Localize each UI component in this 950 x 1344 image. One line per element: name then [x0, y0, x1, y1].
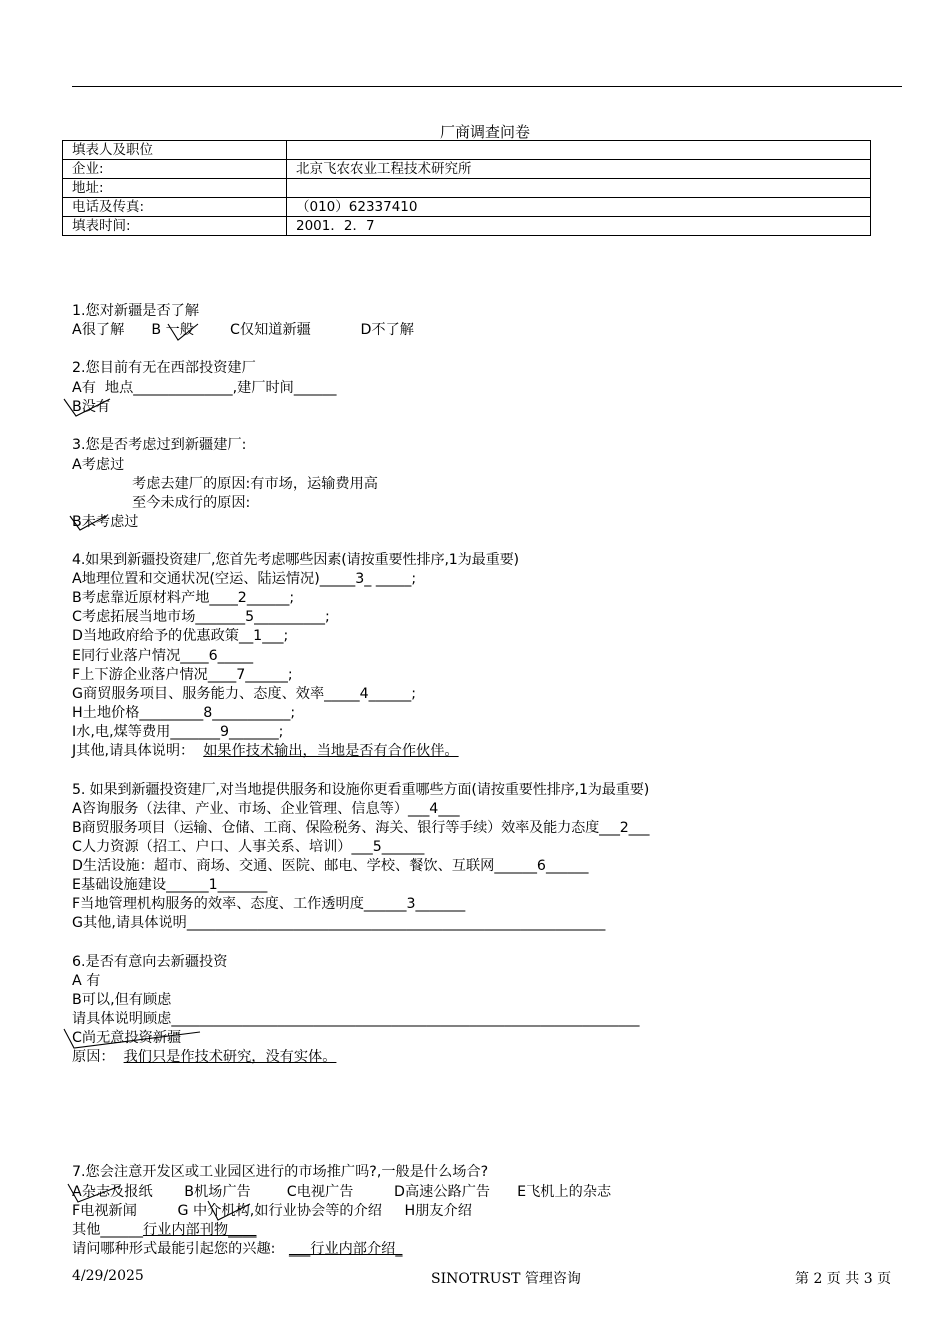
- footer-company: SINOTRUST 管理咨询: [431, 1271, 581, 1287]
- question-4-item: I水,电,煤等费用_______9_______;: [72, 724, 284, 740]
- question-3-reason: 考虑去建厂的原因:有市场，运输费用高: [132, 476, 378, 492]
- table-row: [63, 160, 871, 179]
- question-3-option-b: B未考虑过: [72, 514, 139, 530]
- question-7-interest-answer: ___行业内部介绍_: [288, 1241, 403, 1257]
- info-value: 北京飞农农业工程技术研究所: [287, 160, 871, 179]
- question-6-reason-answer: 我们只是作技术研究，没有实体。: [123, 1049, 337, 1065]
- question-6-reason-label: 原因：: [72, 1049, 124, 1065]
- question-3: 3.您是否考虑过到新疆建厂:: [72, 437, 247, 453]
- page-title: 厂商调查问卷: [439, 123, 530, 141]
- question-4-other-answer: 如果作技术输出，当地是否有合作伙伴。: [203, 743, 459, 759]
- table-row: [63, 217, 871, 236]
- question-5-item: D生活设施：超市、商场、交通、医院、邮电、学校、餐饮、互联网______6______: [72, 858, 589, 874]
- table-row: [63, 179, 871, 198]
- question-7-other-label: 其他______: [72, 1222, 143, 1238]
- question-4-item: G商贸服务项目、服务能力、态度、效率_____4______;: [72, 686, 417, 702]
- question-7-interest-label: 请问哪种形式最能引起您的兴趣:: [72, 1241, 289, 1257]
- info-label: 企业:: [63, 160, 287, 179]
- check-mark-icon: [68, 510, 108, 534]
- check-mark-icon: [62, 1026, 202, 1052]
- header-rule: [72, 86, 902, 87]
- question-4-item: C考虑拓展当地市场_______5__________;: [72, 609, 330, 625]
- question-5-item: B商贸服务项目（运输、仓储、工商、保险税务、海关、银行等手续）效率及能力态度___2___: [72, 820, 650, 836]
- question-5-item: E基础设施建设______1_______: [72, 877, 268, 893]
- question-5-item: G其他,请具体说明___________________________________________________________: [72, 915, 606, 931]
- question-2-option-b: B没有: [72, 399, 111, 415]
- question-7: 7.您会注意开发区或工业园区进行的市场推广吗?,一般是什么场合?: [72, 1164, 489, 1180]
- question-1-options: A很了解 B 一般 C仅知道新疆 D不了解: [72, 322, 414, 338]
- check-mark-icon: [166, 318, 200, 344]
- question-5-item: C人力资源（招工、户口、人事关系、培训）___5______: [72, 839, 425, 855]
- question-6-option-c: C尚无意投资新疆: [72, 1030, 182, 1046]
- question-6: 6.是否有意向去新疆投资: [72, 954, 228, 970]
- question-6-option-b: B可以,但有顾虑: [72, 992, 172, 1008]
- info-label: 填表人及职位: [63, 141, 287, 160]
- question-7-other-answer: 行业内部刊物____: [142, 1222, 257, 1238]
- footer-page-number: 第 2 页 共 3 页: [795, 1271, 892, 1287]
- info-label: 填表时间:: [63, 217, 287, 236]
- table-row: [63, 198, 871, 217]
- question-2: 2.您目前有无在西部投资建厂: [72, 360, 256, 376]
- question-6-explain: 请具体说明顾虑__________________________________________________________________: [72, 1011, 640, 1027]
- question-6-option-a: A 有: [72, 973, 101, 989]
- question-4-item: D当地政府给予的优惠政策__1___;: [72, 628, 289, 644]
- question-5-item: F当地管理机构服务的效率、态度、工作透明度______3_______: [72, 896, 466, 912]
- info-value: 2001．2．7: [287, 217, 871, 236]
- table-row: [63, 141, 871, 160]
- info-label: 电话及传真:: [63, 198, 287, 217]
- info-value: [287, 141, 871, 160]
- question-4-other-label: J其他,请具体说明：: [72, 743, 204, 759]
- question-4-item: F上下游企业落户情况____7______;: [72, 667, 293, 683]
- info-table: [62, 140, 871, 236]
- question-7-options-row2: F电视新闻 G 中介机构,如行业协会等的介绍 H朋友介绍: [72, 1203, 472, 1219]
- question-7-options-row1: A杂志及报纸 B机场广告 C电视广告 D高速公路广告 E飞机上的杂志: [72, 1184, 612, 1200]
- question-4-other: [72, 742, 459, 760]
- footer-date: 4/29/2025: [72, 1268, 144, 1284]
- info-value: （010）62337410: [287, 198, 871, 217]
- question-5-item: A咨询服务（法律、产业、市场、企业管理、信息等）___4___: [72, 801, 460, 817]
- question-4: 4.如果到新疆投资建厂,您首先考虑哪些因素(请按重要性排序,1为最重要): [72, 552, 519, 568]
- question-3-option-a: A考虑过: [72, 457, 125, 473]
- question-4-item: B考虑靠近原材料产地____2______;: [72, 590, 295, 606]
- question-7-interest: [72, 1240, 402, 1258]
- question-2-option-a: A有 地点______________,建厂时间______: [72, 380, 337, 396]
- question-4-item: E同行业落户情况____6_____: [72, 648, 254, 664]
- question-3-not-yet: 至今未成行的原因:: [132, 495, 251, 511]
- info-label: 地址:: [63, 179, 287, 198]
- question-4-item: A地理位置和交通状况(空运、陆运情况)_____3_ _____;: [72, 571, 417, 587]
- question-1: 1.您对新疆是否了解: [72, 303, 200, 319]
- check-mark-icon: [66, 1180, 122, 1206]
- check-mark-icon: [62, 396, 112, 420]
- question-4-item: H土地价格_________8___________;: [72, 705, 296, 721]
- question-5: 5. 如果到新疆投资建厂,对当地提供服务和设施你更看重哪些方面(请按重要性排序,1为最重要): [72, 782, 650, 798]
- info-value: [287, 179, 871, 198]
- check-mark-icon: [206, 1198, 252, 1224]
